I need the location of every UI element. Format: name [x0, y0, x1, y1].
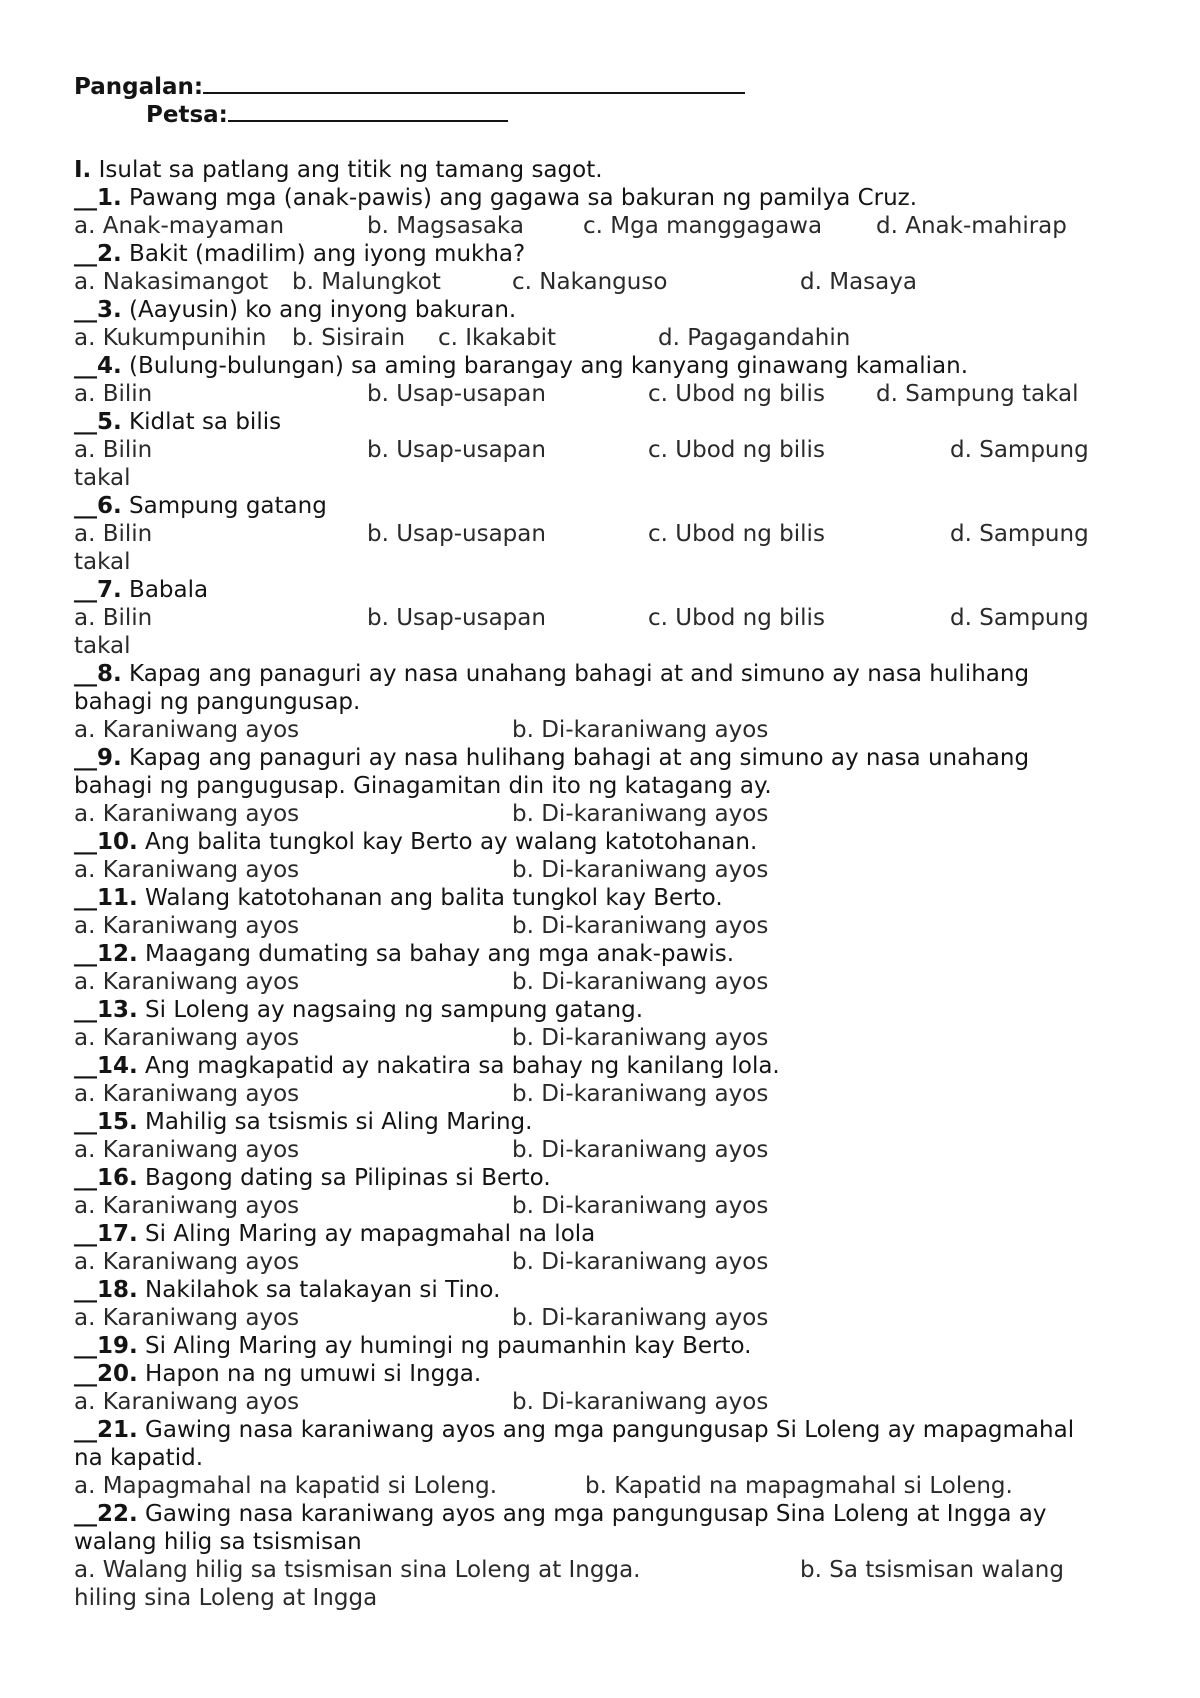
date-line	[146, 100, 508, 129]
option-b: b. Di-karaniwang ayos	[512, 857, 769, 883]
question-item	[74, 576, 208, 604]
question-number[interactable]: __20.	[74, 1361, 138, 1387]
option-a: a. Karaniwang ayos	[74, 913, 300, 939]
option-c: c. Mga manggagawa	[583, 213, 823, 239]
question-text: Pawang mga (anak-pawis) ang gagawa sa bakuran ng pamilya Cruz.	[121, 185, 918, 211]
date-blank[interactable]	[228, 100, 508, 122]
question-item	[74, 184, 917, 212]
question-text: Kapag ang panaguri ay nasa unahang bahagi at and simuno ay nasa hulihang	[121, 661, 1030, 687]
question-text: Maagang dumating sa bahay ang mga anak-pawis.	[137, 941, 735, 967]
option-b: b. Usap-usapan	[367, 605, 546, 631]
option-a: a. Karaniwang ayos	[74, 969, 300, 995]
continuation-text: bahagi ng pangugusap. Ginagamitan din ito ng katagang ay.	[74, 773, 772, 799]
option-b: b. Usap-usapan	[367, 437, 546, 463]
question-item	[74, 296, 516, 324]
option-a: a. Anak-mayaman	[74, 213, 285, 239]
option-a: a. Walang hilig sa tsismisan sina Loleng at Ingga.	[74, 1557, 641, 1583]
option-b: b. Di-karaniwang ayos	[512, 1137, 769, 1163]
question-number[interactable]: __2.	[74, 241, 122, 267]
option-a: a. Karaniwang ayos	[74, 1193, 300, 1219]
question-number[interactable]: __8.	[74, 661, 122, 687]
question-number[interactable]: __13.	[74, 997, 138, 1023]
question-item	[74, 1220, 595, 1248]
continuation-text: bahagi ng pangungusap.	[74, 689, 361, 715]
question-text: Sampung gatang	[121, 493, 327, 519]
question-number[interactable]: __19.	[74, 1333, 138, 1359]
question-item	[74, 884, 723, 912]
question-number[interactable]: __14.	[74, 1053, 138, 1079]
question-item	[74, 1500, 1046, 1528]
option-b: b. Di-karaniwang ayos	[512, 1249, 769, 1275]
option-b: b. Di-karaniwang ayos	[512, 1025, 769, 1051]
question-number[interactable]: __10.	[74, 829, 138, 855]
question-text: Kapag ang panaguri ay nasa hulihang bahagi at ang simuno ay nasa unahang	[121, 745, 1030, 771]
question-text: Ang magkapatid ay nakatira sa bahay ng kanilang lola.	[137, 1053, 780, 1079]
question-text: Gawing nasa karaniwang ayos ang mga pangungusap Si Loleng ay mapagmahal	[137, 1417, 1075, 1443]
question-item	[74, 240, 525, 268]
option-b: b. Di-karaniwang ayos	[512, 1389, 769, 1415]
question-text: Si Aling Maring ay humingi ng paumanhin kay Berto.	[137, 1333, 752, 1359]
option-b: b. Malungkot	[292, 269, 441, 295]
name-blank[interactable]	[203, 72, 745, 94]
option-c: c. Ubod ng bilis	[648, 437, 825, 463]
question-number[interactable]: __11.	[74, 885, 138, 911]
option-a: a. Karaniwang ayos	[74, 1389, 300, 1415]
question-number[interactable]: __16.	[74, 1165, 138, 1191]
option-d: d. Sampung	[950, 437, 1089, 463]
option-c: c. Ubod ng bilis	[648, 381, 825, 407]
question-item	[74, 1108, 532, 1136]
question-text: Gawing nasa karaniwang ayos ang mga pangungusap Sina Loleng at Ingga ay	[137, 1501, 1047, 1527]
question-number[interactable]: __7.	[74, 577, 122, 603]
question-number[interactable]: __21.	[74, 1417, 138, 1443]
option-b: b. Usap-usapan	[367, 521, 546, 547]
question-item	[74, 1052, 780, 1080]
question-item	[74, 352, 968, 380]
option-a: a. Karaniwang ayos	[74, 1249, 300, 1275]
option-d: d. Anak-mahirap	[876, 213, 1067, 239]
option-a: a. Karaniwang ayos	[74, 1025, 300, 1051]
question-text: Kidlat sa bilis	[121, 409, 282, 435]
option-b: b. Di-karaniwang ayos	[512, 913, 769, 939]
question-item	[74, 1360, 481, 1388]
option-a: a. Karaniwang ayos	[74, 857, 300, 883]
option-b: b. Sisirain	[292, 325, 406, 351]
continuation-text: hiling sina Loleng at Ingga	[74, 1585, 378, 1611]
date-label: Petsa:	[146, 102, 228, 128]
option-c: c. Ubod ng bilis	[648, 521, 825, 547]
section-number: I.	[74, 157, 92, 183]
continuation-text: walang hilig sa tsismisan	[74, 1529, 362, 1555]
continuation-text: takal	[74, 465, 131, 491]
question-text: Si Loleng ay nagsaing ng sampung gatang.	[137, 997, 644, 1023]
option-b: b. Di-karaniwang ayos	[512, 717, 769, 743]
continuation-text: na kapatid.	[74, 1445, 204, 1471]
option-a: a. Mapagmahal na kapatid si Loleng.	[74, 1473, 498, 1499]
continuation-text: takal	[74, 549, 131, 575]
question-number[interactable]: __12.	[74, 941, 138, 967]
question-number[interactable]: __3.	[74, 297, 122, 323]
option-a: a. Bilin	[74, 605, 153, 631]
option-d: d. Sampung	[950, 521, 1089, 547]
option-d: d. Sampung	[950, 605, 1089, 631]
option-b: b. Di-karaniwang ayos	[512, 801, 769, 827]
option-c: c. Nakanguso	[512, 269, 668, 295]
question-text: (Bulung-bulungan) sa aming barangay ang kanyang ginawang kamalian.	[121, 353, 968, 379]
option-b: b. Di-karaniwang ayos	[512, 1081, 769, 1107]
continuation-text: takal	[74, 633, 131, 659]
question-item	[74, 744, 1029, 772]
question-text: Walang katotohanan ang balita tungkol kay Berto.	[137, 885, 723, 911]
instruction	[74, 156, 603, 184]
question-number[interactable]: __1.	[74, 185, 122, 211]
option-b: b. Usap-usapan	[367, 381, 546, 407]
option-d: d. Sampung takal	[876, 381, 1079, 407]
option-b: b. Di-karaniwang ayos	[512, 969, 769, 995]
question-text: Si Aling Maring ay mapagmahal na lola	[137, 1221, 596, 1247]
option-a: a. Kukumpunihin	[74, 325, 267, 351]
option-a: a. Karaniwang ayos	[74, 1081, 300, 1107]
question-item	[74, 1164, 551, 1192]
option-a: a. Karaniwang ayos	[74, 717, 300, 743]
option-c: c. Ubod ng bilis	[648, 605, 825, 631]
question-number[interactable]: __4.	[74, 353, 122, 379]
question-number[interactable]: __6.	[74, 493, 122, 519]
name-line	[74, 72, 745, 101]
option-a: a. Bilin	[74, 437, 153, 463]
instruction-text: Isulat sa patlang ang titik ng tamang sagot.	[91, 157, 603, 183]
question-item	[74, 996, 643, 1024]
option-b: b. Di-karaniwang ayos	[512, 1305, 769, 1331]
option-b: b. Magsasaka	[367, 213, 524, 239]
question-text: (Aayusin) ko ang inyong bakuran.	[121, 297, 517, 323]
question-item	[74, 492, 327, 520]
question-item	[74, 828, 757, 856]
question-number[interactable]: __9.	[74, 745, 122, 771]
question-text: Ang balita tungkol kay Berto ay walang katotohanan.	[137, 829, 758, 855]
question-item	[74, 660, 1029, 688]
option-d: d. Pagagandahin	[658, 325, 851, 351]
question-number[interactable]: __18.	[74, 1277, 138, 1303]
question-number[interactable]: __17.	[74, 1221, 138, 1247]
option-a: a. Karaniwang ayos	[74, 1137, 300, 1163]
option-a: a. Nakasimangot	[74, 269, 269, 295]
option-b: b. Sa tsismisan walang	[800, 1557, 1064, 1583]
option-d: d. Masaya	[800, 269, 917, 295]
question-item	[74, 1276, 500, 1304]
question-item	[74, 1416, 1074, 1444]
question-text: Nakilahok sa talakayan si Tino.	[137, 1277, 501, 1303]
question-item	[74, 408, 281, 436]
option-a: a. Karaniwang ayos	[74, 801, 300, 827]
option-a: a. Bilin	[74, 381, 153, 407]
question-number[interactable]: __15.	[74, 1109, 138, 1135]
option-b: b. Di-karaniwang ayos	[512, 1193, 769, 1219]
question-text: Mahilig sa tsismis si Aling Maring.	[137, 1109, 533, 1135]
option-a: a. Bilin	[74, 521, 153, 547]
option-a: a. Karaniwang ayos	[74, 1305, 300, 1331]
question-text: Bagong dating sa Pilipinas si Berto.	[137, 1165, 551, 1191]
option-c: c. Ikakabit	[438, 325, 557, 351]
name-label: Pangalan:	[74, 74, 204, 100]
question-number[interactable]: __5.	[74, 409, 122, 435]
question-item	[74, 1332, 751, 1360]
option-b: b. Kapatid na mapagmahal si Loleng.	[585, 1473, 1013, 1499]
question-item	[74, 940, 734, 968]
question-text: Bakit (madilim) ang iyong mukha?	[121, 241, 526, 267]
question-text: Babala	[121, 577, 209, 603]
question-text: Hapon na ng umuwi si Ingga.	[137, 1361, 482, 1387]
question-number[interactable]: __22.	[74, 1501, 138, 1527]
